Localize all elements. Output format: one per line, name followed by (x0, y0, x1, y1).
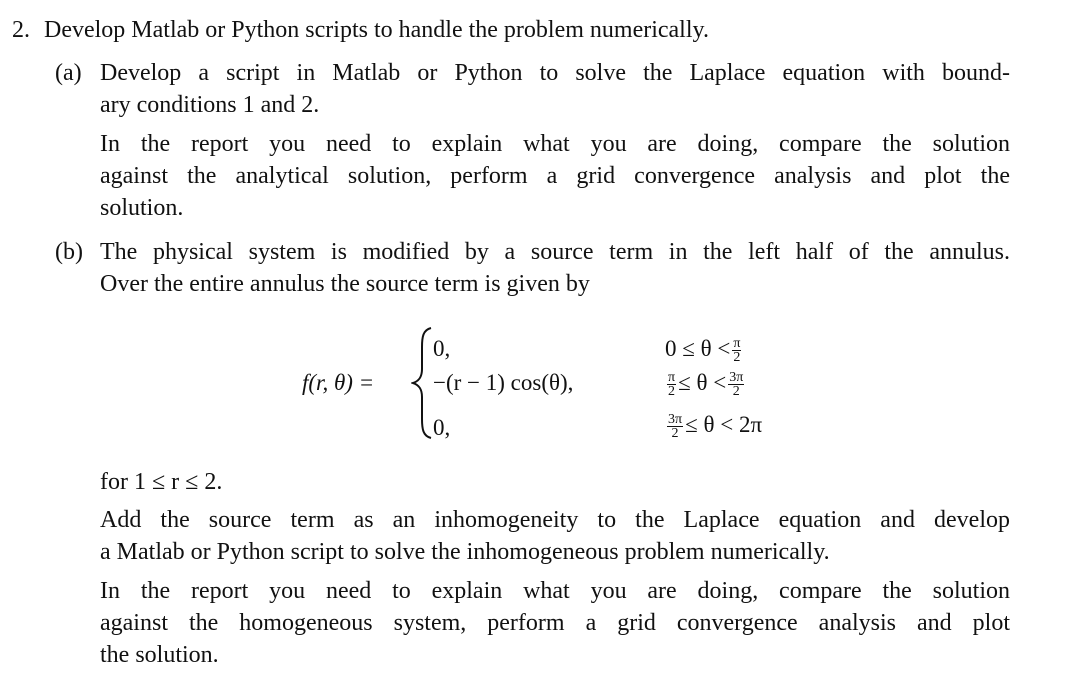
case-3-value: 0, (433, 415, 451, 440)
case-2-value: −(r − 1) cos(θ), (433, 370, 574, 395)
part-a-line: In the report you need to explain what you are doing, compare the solution (100, 131, 1010, 157)
cases-brace (411, 325, 435, 441)
problem-number: 2. (12, 17, 30, 43)
fraction-denominator: 2 (733, 350, 741, 366)
fraction-numerator: π (733, 336, 741, 352)
pi-over-2-fraction (732, 337, 741, 364)
case-3-condition (665, 409, 762, 441)
part-a-marker: (a) (55, 60, 82, 86)
case-2-cond-mid: ≤ θ < (678, 370, 727, 395)
three-pi-over-2-fraction (728, 371, 744, 398)
part-b-line: The physical system is modified by a source term in the left half of the annulus. (100, 239, 1010, 265)
fraction-denominator: 2 (732, 384, 740, 400)
case-1-cond-left: 0 ≤ θ < (665, 336, 731, 361)
fraction-numerator: 3π (729, 370, 744, 386)
part-b-after-line: In the report you need to explain what you are doing, compare the solution (100, 578, 1010, 604)
part-a-line: ary conditions 1 and 2. (100, 92, 320, 118)
case-1-condition (665, 333, 743, 365)
part-a-line: against the analytical solution, perform a grid convergence analysis and plot the (100, 163, 1010, 189)
problem-heading: Develop Matlab or Python scripts to handle the problem numerically. (44, 17, 709, 43)
case-2-condition (665, 367, 746, 399)
part-b-marker: (b) (55, 239, 83, 265)
part-a-line: Develop a script in Matlab or Python to solve the Laplace equation with bound- (100, 60, 1010, 86)
pi-over-2-fraction (667, 371, 676, 398)
three-pi-over-2-fraction (667, 413, 683, 440)
part-a-line: solution. (100, 195, 184, 221)
fraction-numerator: π (668, 370, 676, 386)
fraction-denominator: 2 (671, 426, 679, 442)
fraction-denominator: 2 (668, 384, 676, 400)
case-3-cond-mid: ≤ θ < 2π (685, 412, 763, 437)
fraction-numerator: 3π (668, 412, 683, 428)
part-b-after-line: for 1 ≤ r ≤ 2. (100, 469, 223, 495)
equation-lhs: f(r, θ) = (302, 370, 375, 395)
part-b-after-line: the solution. (100, 642, 219, 668)
part-b-line: Over the entire annulus the source term is given by (100, 271, 590, 297)
part-b-after-line: Add the source term as an inhomogeneity to the Laplace equation and develop (100, 507, 1010, 533)
part-b-after-line: a Matlab or Python script to solve the inhomogeneous problem numerically. (100, 539, 830, 565)
part-b-after-line: against the homogeneous system, perform a grid convergence analysis and plot (100, 610, 1010, 636)
case-1-value: 0, (433, 336, 451, 361)
